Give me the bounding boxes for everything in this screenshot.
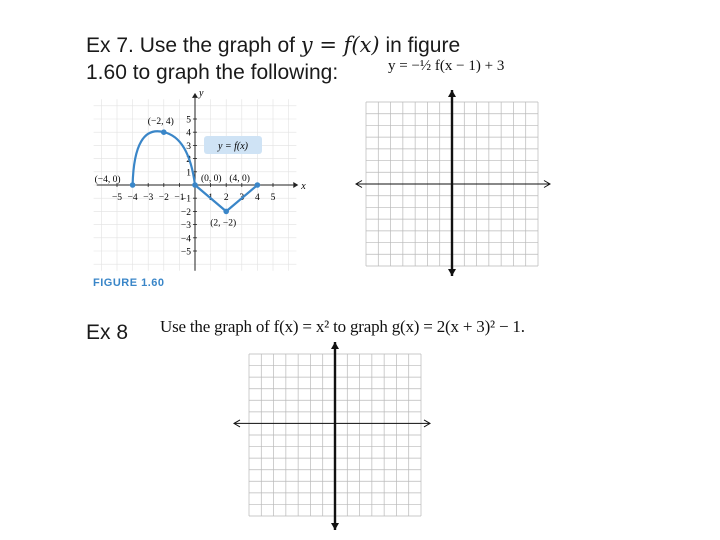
ex7-y-arrow-top [448, 90, 456, 97]
ex7-transform: y = −½ f(x − 1) + 3 [388, 58, 505, 74]
ex7-heading-line2: 1.60 to graph the following: [86, 61, 339, 84]
function-point [255, 182, 261, 188]
ex8-y-arrow-top [331, 342, 339, 349]
ex8-label: Ex 8 [86, 321, 129, 344]
x-axis-arrowhead [293, 182, 298, 188]
function-point [192, 182, 198, 188]
y-axis-arrowhead [192, 93, 198, 98]
figure-y-tick-label: 3 [186, 141, 191, 152]
figure-y-tick-label: −1 [180, 194, 191, 205]
figure-x-tick-label: 2 [223, 193, 229, 203]
ex7-answer-grid [354, 88, 552, 278]
figure-x-tick-label: −2 [158, 193, 169, 203]
figure-y-tick-label: 1 [186, 168, 191, 179]
figure-x-tick-label: −1 [174, 193, 185, 203]
ex8-instruction: Use the graph of f(x) = x² to graph g(x) = 2(x + 3)² − 1. [160, 317, 525, 336]
figure-x-tick-label: −4 [127, 193, 138, 203]
ex7-heading-prefix: Ex 7. Use the graph of [86, 34, 301, 57]
figure-x-tick-label: −5 [111, 193, 123, 203]
curve-label [204, 136, 262, 154]
function-point-label: (−2, 4) [147, 117, 174, 128]
ex7-heading-math: y = f(x) [300, 33, 380, 57]
function-point-label: (0, 0) [201, 174, 222, 184]
figure-x-tick-label: 4 [255, 193, 260, 203]
figure-x-tick-label: 3 [239, 193, 245, 203]
figure-x-tick-label: 1 [208, 193, 213, 203]
figure-y-tick-label: −2 [180, 207, 191, 218]
function-point [161, 129, 167, 135]
figure-y-axis-label: y [199, 87, 204, 99]
function-point-label: (4, 0) [229, 174, 250, 184]
ex7-grid-axes [356, 90, 550, 276]
figure-y-tick-label: −3 [180, 221, 191, 232]
function-point-label: (−4, 0) [94, 175, 121, 185]
figure-y-tick-label: 5 [186, 115, 191, 126]
ex8-answer-grid [232, 340, 432, 532]
ex7-heading-suffix: in figure [379, 34, 461, 57]
figure-1-60-graph [86, 86, 306, 272]
figure-x-tick-label: −3 [143, 193, 154, 203]
function-point [130, 182, 136, 188]
function-point-label: (2, −2) [210, 218, 237, 229]
curve-label-text: y = f(x) [217, 141, 249, 152]
figure-y-tick-label: −5 [180, 247, 191, 258]
ex7-y-arrow-bottom [448, 269, 456, 276]
ex7-heading-line1 [86, 33, 460, 58]
function-point [223, 209, 229, 215]
figure-x-axis-label: x [301, 181, 306, 192]
figure-y-tick-label: 2 [186, 155, 191, 166]
figure-x-tick-label: 5 [270, 193, 276, 203]
figure-caption: FIGURE 1.60 [93, 277, 165, 289]
ex8-grid-axes [234, 342, 430, 530]
ex8-y-arrow-bottom [331, 523, 339, 530]
figure-y-tick-label: 4 [186, 128, 191, 139]
figure-y-tick-label: −4 [180, 234, 191, 245]
